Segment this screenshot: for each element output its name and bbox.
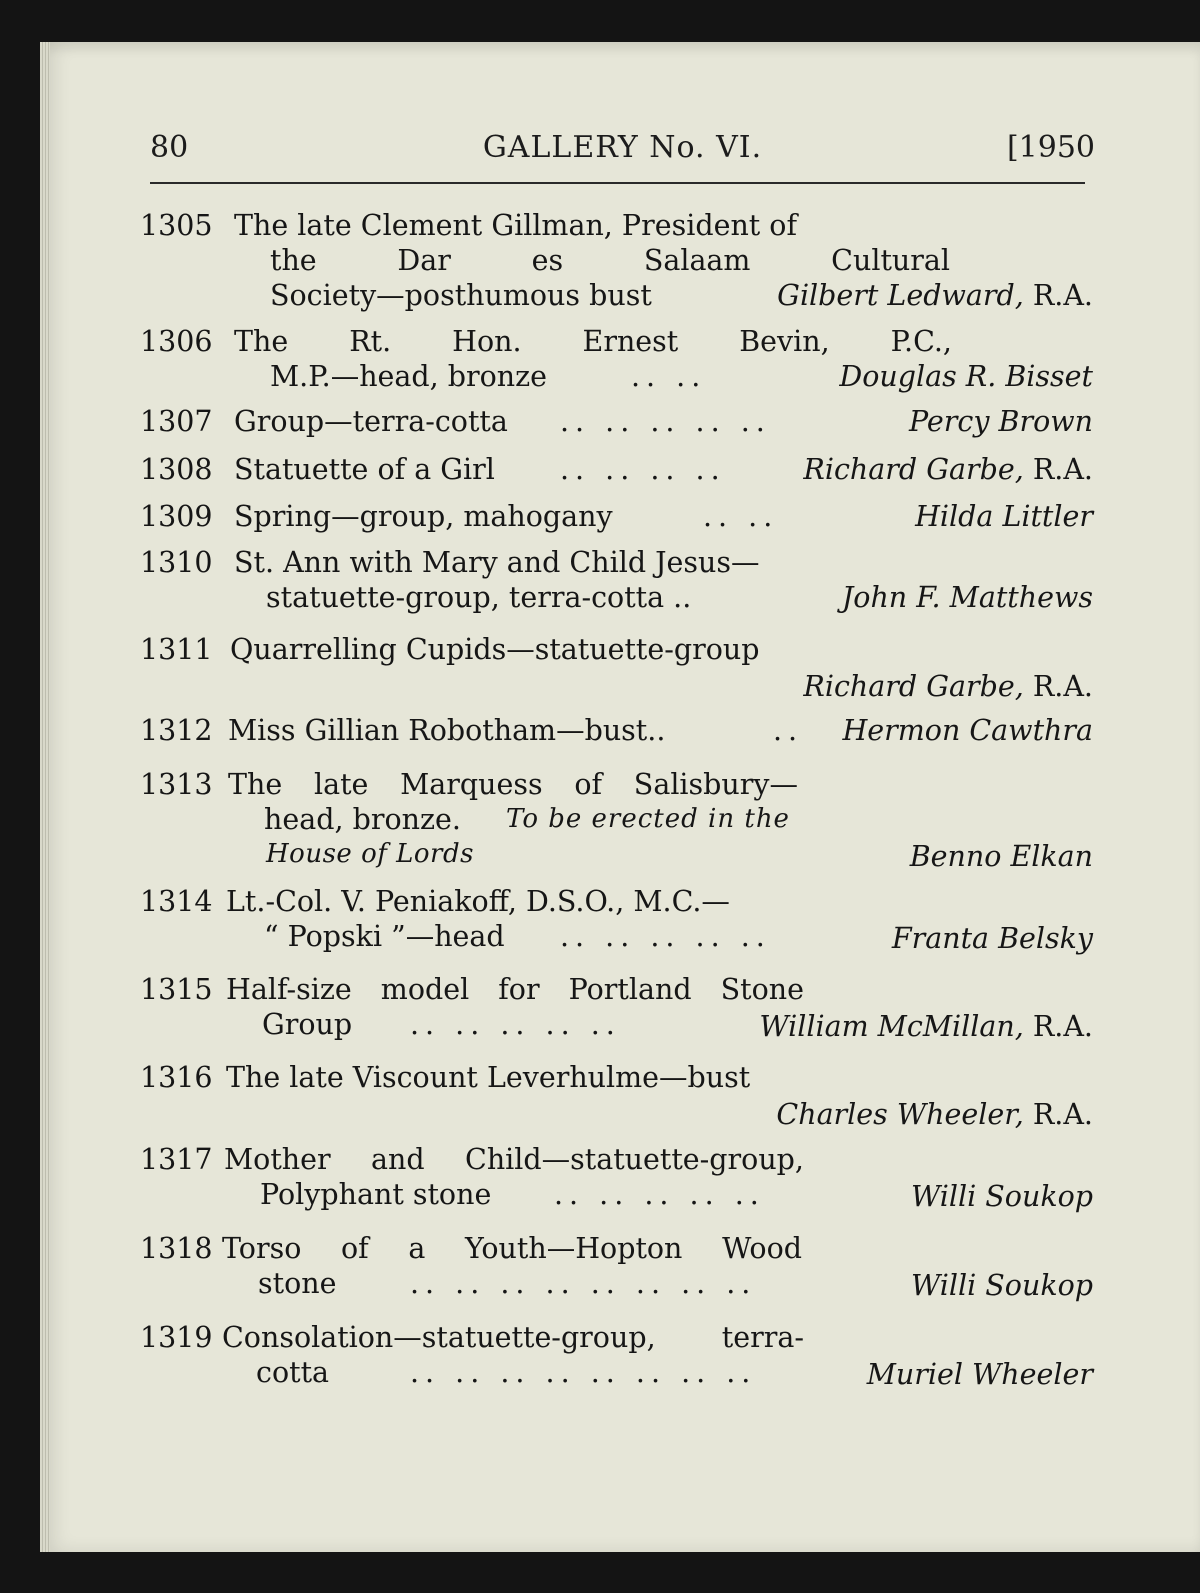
artist-suffix: R.A. — [1032, 279, 1093, 312]
entry-title: stone — [258, 1267, 337, 1300]
entry-title: St. Ann with Mary and Child Jesus— — [234, 546, 760, 579]
entry-title: Group—terra-cotta — [234, 405, 508, 438]
dot-leader: .. .. .. .. .. .. .. .. — [410, 1267, 757, 1300]
entry-title: Half-size model for Portland Stone — [226, 973, 804, 1006]
entry-title: The late Viscount Leverhulme—bust — [226, 1061, 751, 1094]
entry-note: House of Lords — [266, 839, 474, 869]
artist-name: Douglas R. Bisset — [839, 360, 1093, 393]
artist-name: Richard Garbe, R.A. — [803, 453, 1093, 486]
dot-leader: .. .. — [703, 500, 779, 533]
entry-title: statuette-group, terra-cotta .. — [266, 581, 692, 614]
catalogue-entry — [140, 632, 1093, 704]
entry-number: 1305 — [140, 209, 213, 242]
entry-title: Miss Gillian Robotham—bust.. — [228, 714, 666, 747]
artist-name: John F. Matthews — [841, 581, 1093, 614]
artist-name: Percy Brown — [909, 405, 1093, 438]
header-rule — [150, 182, 1085, 184]
entry-number: 1316 — [140, 1061, 213, 1094]
artist-name: Muriel Wheeler — [866, 1358, 1093, 1391]
entry-number: 1310 — [140, 546, 213, 579]
artist-name: Hilda Littler — [915, 500, 1093, 533]
entry-title: the Dar es Salaam Cultural — [270, 244, 950, 277]
catalogue-entry — [140, 1142, 1093, 1214]
entry-title: Mother and Child—statuette-group, — [224, 1143, 804, 1176]
entry-number: 1312 — [140, 714, 213, 747]
entry-note: To be erected in the — [506, 804, 790, 834]
entry-number: 1308 — [140, 453, 213, 486]
entry-title: cotta — [256, 1356, 330, 1389]
entry-number: 1315 — [140, 973, 213, 1006]
catalogue-entry — [140, 1060, 1093, 1132]
artist-name: Willi Soukop — [910, 1269, 1093, 1302]
artist-name: Franta Belsky — [891, 922, 1093, 955]
artist-name: Willi Soukop — [910, 1180, 1093, 1213]
artist-suffix: R.A. — [1032, 670, 1093, 703]
catalogue-entry — [140, 767, 1093, 877]
entry-title: Society—posthumous bust — [270, 279, 652, 312]
entry-number: 1314 — [140, 885, 213, 918]
entry-number: 1307 — [140, 405, 213, 438]
entry-title: “ Popski ”—head — [264, 920, 505, 953]
artist-name: Charles Wheeler, R.A. — [776, 1098, 1093, 1131]
entry-number: 1313 — [140, 768, 213, 801]
catalogue-entry — [140, 1231, 1093, 1303]
dot-leader: .. .. .. .. — [560, 453, 726, 486]
entry-title: Torso of a Youth—Hopton Wood — [222, 1232, 802, 1265]
artist-suffix: R.A. — [1032, 453, 1093, 486]
catalogue-entry — [140, 324, 1093, 396]
dot-leader: .. .. .. .. .. .. .. .. — [410, 1356, 757, 1389]
entry-number: 1319 — [140, 1321, 213, 1354]
catalogue-entry — [140, 208, 1093, 318]
dot-leader: .. .. .. .. .. — [560, 920, 771, 953]
entry-title: M.P.—head, bronze — [270, 360, 548, 393]
artist-suffix: R.A. — [1032, 1098, 1093, 1131]
entry-title: head, bronze. — [264, 803, 461, 836]
entry-title: Polyphant stone — [260, 1178, 492, 1211]
catalogue-entry — [140, 545, 1093, 617]
dot-leader: .. .. .. .. .. — [554, 1178, 765, 1211]
artist-name: William McMillan, R.A. — [759, 1010, 1093, 1043]
entry-title: Consolation—statuette-group, terra- — [222, 1321, 804, 1354]
catalogue-entry — [140, 972, 1093, 1044]
dot-leader: .. .. .. .. .. — [410, 1008, 621, 1041]
page-number: 80 — [150, 130, 189, 165]
page-edge — [40, 42, 50, 1552]
entry-title: Spring—group, mahogany — [234, 500, 613, 533]
dot-leader: .. — [773, 714, 804, 747]
dot-leader: .. .. — [631, 360, 707, 393]
entry-title: Quarrelling Cupids—statuette-group — [230, 633, 760, 666]
entry-title: The late Clement Gillman, President of — [234, 209, 798, 242]
artist-name: Gilbert Ledward, R.A. — [777, 279, 1093, 312]
artist-name: Hermon Cawthra — [842, 714, 1093, 747]
entry-number: 1306 — [140, 325, 213, 358]
artist-name: Richard Garbe, R.A. — [803, 670, 1093, 703]
entry-title: The Rt. Hon. Ernest Bevin, P.C., — [234, 325, 952, 358]
year: [1950 — [1006, 130, 1095, 165]
entry-number: 1309 — [140, 500, 213, 533]
dot-leader: .. .. .. .. .. — [560, 405, 771, 438]
catalogue-entry — [140, 884, 1093, 956]
entry-number: 1317 — [140, 1143, 213, 1176]
entry-title: Group — [262, 1008, 353, 1041]
entry-title: The late Marquess of Salisbury— — [228, 768, 798, 801]
entry-number: 1311 — [140, 633, 213, 666]
entry-number: 1318 — [140, 1232, 213, 1265]
entry-title: Lt.-Col. V. Peniakoff, D.S.O., M.C.— — [226, 885, 730, 918]
catalogue-entry — [140, 1320, 1093, 1392]
entry-title: Statuette of a Girl — [234, 453, 495, 486]
artist-suffix: R.A. — [1032, 1010, 1093, 1043]
artist-name: Benno Elkan — [909, 840, 1093, 873]
gallery-title: GALLERY No. VI. — [482, 130, 763, 165]
page-header — [150, 130, 1095, 172]
